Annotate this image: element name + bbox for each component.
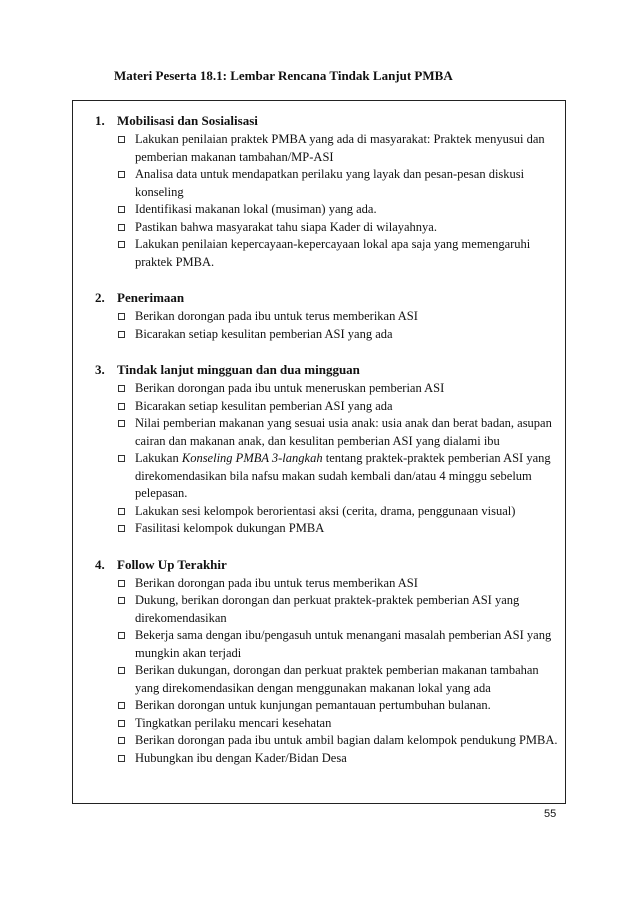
- section: [95, 112, 563, 271]
- section-title: Tindak lanjut mingguan dan dua mingguan: [117, 362, 360, 377]
- list-item: [95, 503, 563, 521]
- list-item: [95, 219, 563, 237]
- list-item-text: Berikan dorongan pada ibu untuk terus memberikan ASI: [135, 309, 418, 323]
- section-list: [95, 112, 563, 785]
- checkbox-bullet-icon: [118, 720, 125, 727]
- list-item: [95, 732, 563, 750]
- bullet-list: [95, 575, 563, 768]
- list-item-text: Lakukan penilaian praktek PMBA yang ada di masyarakat: Praktek menyusui dan pemberian makanan tambahan/MP-ASI: [135, 132, 545, 164]
- list-item: [95, 697, 563, 715]
- list-item: [95, 520, 563, 538]
- list-item: [95, 662, 563, 697]
- section-title: Follow Up Terakhir: [117, 556, 227, 572]
- checkbox-bullet-icon: [118, 455, 125, 462]
- section-title: Penerimaan: [117, 290, 185, 305]
- checkbox-bullet-icon: [118, 171, 125, 178]
- list-item: [95, 131, 563, 166]
- list-item-text: Bicarakan setiap kesulitan pemberian ASI yang ada: [135, 326, 393, 341]
- list-item: [95, 326, 563, 344]
- list-item-text: Lakukan penilaian kepercayaan-kepercayaan lokal apa saja yang memengaruhi praktek PMBA.: [135, 237, 531, 269]
- section: [95, 556, 563, 768]
- section-heading: [95, 556, 563, 574]
- section-heading: [95, 112, 563, 130]
- list-item: [95, 201, 563, 219]
- list-item-text: Bicarakan setiap kesulitan pemberian ASI yang ada: [135, 398, 393, 413]
- checkbox-bullet-icon: [118, 580, 125, 587]
- list-item: [95, 450, 563, 503]
- checkbox-bullet-icon: [118, 241, 125, 248]
- list-item-text: Berikan dorongan pada ibu untuk terus memberikan ASI: [135, 575, 418, 590]
- list-item: [95, 308, 563, 326]
- list-item: [95, 715, 563, 733]
- section-number: 1.: [95, 113, 105, 128]
- list-item-text: Analisa data untuk mendapatkan perilaku yang layak dan pesan-pesan diskusi konseling: [135, 167, 525, 199]
- checkbox-bullet-icon: [118, 737, 125, 744]
- checkbox-bullet-icon: [118, 331, 125, 338]
- list-item-text: Hubungkan ibu dengan Kader/Bidan Desa: [135, 750, 347, 765]
- list-item-text: Fasilitasi kelompok dukungan PMBA: [135, 521, 325, 535]
- list-item: [95, 380, 563, 398]
- list-item-text: Lakukan Konseling PMBA 3-langkah tentang praktek-praktek pemberian ASI yang direkomendasikan bila nafsu makan sudah kembali dan/atau 4 minggu sebelum pelepasan.: [135, 451, 551, 500]
- checkbox-bullet-icon: [118, 385, 125, 392]
- list-item-text: Bekerja sama dengan ibu/pengasuh untuk menangani masalah pemberian ASI yang mungkin akan terjadi: [135, 628, 552, 660]
- section-heading: [95, 361, 563, 379]
- list-item: [95, 398, 563, 416]
- checkbox-bullet-icon: [118, 403, 125, 410]
- section-heading: [95, 289, 563, 307]
- list-item-text: Berikan dorongan untuk kunjungan pemantauan pertumbuhan bulanan.: [135, 698, 491, 712]
- checkbox-bullet-icon: [118, 508, 125, 515]
- section: [95, 361, 563, 538]
- section-number: 4.: [95, 556, 105, 572]
- section: [95, 289, 563, 343]
- list-item: [95, 750, 563, 768]
- list-item: [95, 575, 563, 593]
- checkbox-bullet-icon: [118, 136, 125, 143]
- list-item: [95, 166, 563, 201]
- checkbox-bullet-icon: [118, 755, 125, 762]
- checkbox-bullet-icon: [118, 597, 125, 604]
- list-item-text: Identifikasi makanan lokal (musiman) yang ada.: [135, 202, 377, 216]
- list-item-text: Pastikan bahwa masyarakat tahu siapa Kader di wilayahnya.: [135, 219, 437, 234]
- section-title: Mobilisasi dan Sosialisasi: [117, 113, 258, 128]
- list-item-text: Tingkatkan perilaku mencari kesehatan: [135, 715, 332, 730]
- list-item: [95, 415, 563, 450]
- bullet-list: [95, 308, 563, 343]
- checkbox-bullet-icon: [118, 313, 125, 320]
- section-number: 3.: [95, 362, 105, 377]
- bullet-list: [95, 131, 563, 271]
- checkbox-bullet-icon: [118, 525, 125, 532]
- checkbox-bullet-icon: [118, 224, 125, 231]
- list-item-text: Dukung, berikan dorongan dan perkuat praktek-praktek pemberian ASI yang direkomendasikan: [135, 593, 520, 625]
- page-title: Materi Peserta 18.1: Lembar Rencana Tindak Lanjut PMBA: [114, 68, 453, 83]
- checkbox-bullet-icon: [118, 702, 125, 709]
- checkbox-bullet-icon: [118, 667, 125, 674]
- list-item-text: Berikan dorongan pada ibu untuk ambil bagian dalam kelompok pendukung PMBA.: [135, 733, 558, 747]
- list-item-text: Lakukan sesi kelompok berorientasi aksi (cerita, drama, penggunaan visual): [135, 503, 516, 518]
- checkbox-bullet-icon: [118, 632, 125, 639]
- section-number: 2.: [95, 290, 105, 305]
- list-item: [95, 592, 563, 627]
- list-item-text: Nilai pemberian makanan yang sesuai usia anak: usia anak dan berat badan, asupan cairan dan makanan anak, dan kesulitan pemberian ASI yang dialami ibu: [135, 416, 552, 448]
- checkbox-bullet-icon: [118, 420, 125, 427]
- page-number: 55: [544, 808, 557, 820]
- list-item: [95, 236, 563, 271]
- checkbox-bullet-icon: [118, 206, 125, 213]
- list-item: [95, 627, 563, 662]
- list-item-text: Berikan dorongan pada ibu untuk meneruskan pemberian ASI: [135, 381, 445, 395]
- list-item-text: Berikan dukungan, dorongan dan perkuat praktek pemberian makanan tambahan yang direkomendasikan dengan menggunakan makanan lokal yang ada: [135, 663, 539, 695]
- bullet-list: [95, 380, 563, 538]
